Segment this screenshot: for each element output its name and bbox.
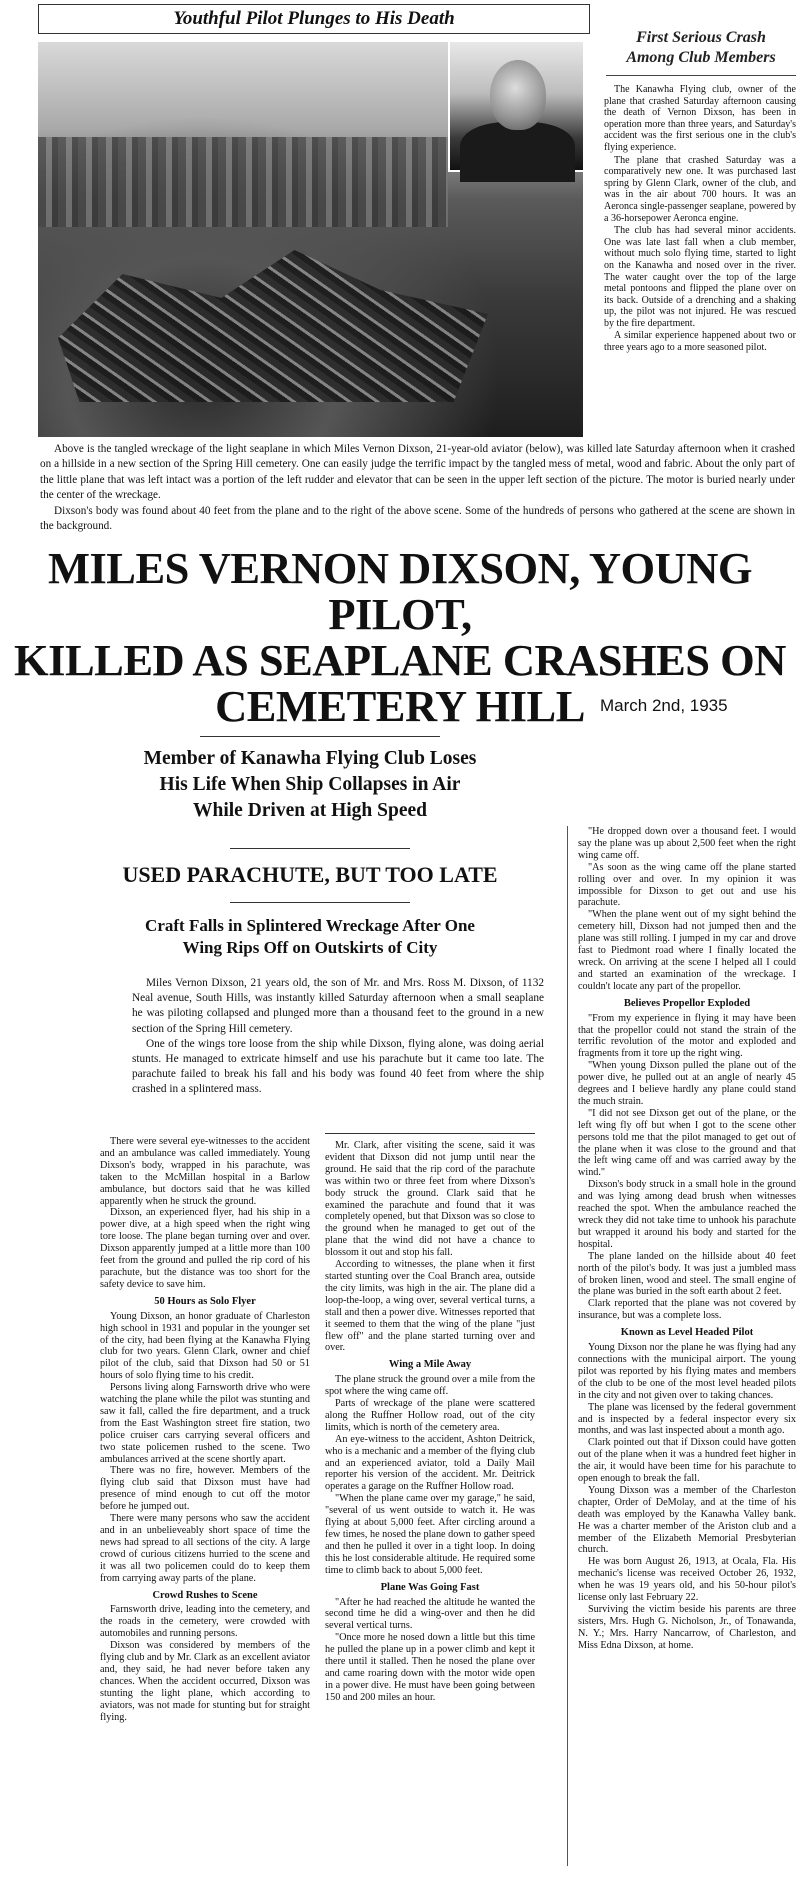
paragraph: Clark pointed out that if Dixson could have gotten out of the plane when it was a hundred feet higher in the air, it would have been time for his parachute to open enough to break the fall. — [578, 1437, 796, 1485]
paragraph: "From my experience in flying it may have been that the propellor could not stand the strain of the terrific revolution of the motor and exploded and fragments from it tore up the right wing. — [578, 1012, 796, 1060]
deck-rule — [230, 848, 410, 849]
wreckage-image — [58, 242, 488, 402]
paragraph: "When young Dixson pulled the plane out of the power dive, he pulled out at an angle of nearly 45 degrees and I believe hardly any plane could stand the much strain. — [578, 1060, 796, 1107]
lead-paragraph: Miles Vernon Dixson, 21 years old, the son of Mr. and Mrs. Ross M. Dixson, of 1132 Neal avenue, South Hills, was instantly killed Saturday afternoon when a small seaplane he was piloting collapsed and plunged more than a thousand feet to the ground in a new section of the Spring Hill cemetery. — [132, 977, 544, 1035]
pilot-portrait — [448, 42, 583, 172]
deck-rule — [200, 736, 440, 737]
paragraph: Farnsworth drive, leading into the cemetery, and the roads in the cemetery, were crowded with automobiles and running persons. — [100, 1604, 310, 1640]
paragraph: There were many persons who saw the accident and in an unbelieveably short space of time the news had spread to all sections of the city. A large crowd of curious citizens hurried to the scene and it was all two policemen could do to keep them from carrying away parts of the plane. — [100, 1513, 310, 1584]
paragraph: An eye-witness to the accident, Ashton Deitrick, who is a mechanic and a member of the flying club and an experienced aviator, told a Daily Mail reporter his version of the accident. Mr. Deitrick operates a garage on the Ruffner Hollow road. — [325, 1433, 535, 1493]
main-headline: MILES VERNON DIXSON, YOUNG PILOT, KILLED AS SEAPLANE CRASHES ON CEMETERY HILL — [14, 543, 786, 731]
portrait-body — [460, 122, 575, 182]
paragraph: "I did not see Dixson get out of the plane, or the left wing fly off but when I got to the scene other persons told me that the pilot managed to get out of the plane when it was close to the ground and that the left wing came off and was carried away by the wind." — [578, 1107, 796, 1179]
dateline: March 2nd, 1935 — [600, 696, 728, 715]
paragraph: "When the plane went out of my sight behind the cemetery hill, Dixson had not jumped then and the plane was still rolling. I jumped in my car and drove fast to Piedmont road where I finally located the wreck. On arriving at the scene I helped all I could and started an examination of the wreckage. I couldn't locate any part of the propellor. — [578, 909, 796, 992]
lead-paragraph: One of the wings tore loose from the ship while Dixson, flying alone, was doing aerial stunts. He managed to extricate himself and use his parachute but it came too late. The parachute failed to break his fall and his body was found 40 feet from where the ship crashed in a splintered mass. — [132, 1037, 544, 1096]
paragraph: Young Dixson was a member of the Charleston chapter, Order of DeMolay, and at the time of his death was employed by the Kanawha Valley bank. He was a charter member of the Ariston club and a member of the Elizabeth Memorial Presbyterian church. — [578, 1484, 796, 1556]
side-story-body — [604, 84, 796, 355]
caption-paragraph: Above is the tangled wreckage of the light seaplane in which Miles Vernon Dixson, 21-year-old aviator (below), was killed late Saturday afternoon when it crashed on a hillside in a new section of the Spring Hill cemetery. One can easily judge the terrific impact by the tangled mess of metal, wood and fabric. About the only part of the little plane that was left intact was a portion of the left rudder and elevator that can be seen in the upper left section of the picture. The motor is buried nearly under the center of the wreckage. — [40, 443, 795, 502]
paragraph: Surviving the victim beside his parents are three sisters, Mrs. Hugh G. Nicholson, Jr., of Tonawanda, N. Y.; Mrs. Harry Nancarrow, of Charleston, and Miss Edna Dixson, at home. — [578, 1604, 796, 1651]
paragraph: Dixson's body struck in a small hole in the ground and was lying among dead brush when witnesses reached the spot. When the ambulance reached the wreck they did not take time to unhook his parachute but wrapped it around his body and started for the hospital. — [578, 1179, 796, 1250]
paragraph: "As soon as the wing came off the plane started rolling over and over. In my opinion it was impossible for Dixson to get out and use his parachute. — [578, 861, 796, 909]
paragraph: The plane landed on the hillside about 40 feet north of the pilot's body. It was just a jumbled mass of broken linen, wood and steel. The small engine of the plane was buried in the soft earth about 2 feet. — [578, 1250, 796, 1298]
paragraph: Dixson, an experienced flyer, had his ship in a power dive, at a high speed when the right wing tore loose. The plane began turning over and over. Dixson apparently jumped at a little more than 100 feet from the ground and pulled the rip cord of his parachute, but the distance was too short for the safety device to save him. — [100, 1207, 310, 1290]
photo-caption — [40, 442, 795, 534]
wreckage-photo — [38, 42, 583, 437]
side-story-rule — [606, 75, 796, 76]
paragraph: Young Dixson, an honor graduate of Charleston high school in 1931 and popular in the younger set of the city, had been flying at the Kanawha Flying club for two years. Glenn Clark, owner and chief pilot of the club, said that Dixson had 50 or 51 hours of solo flying time to his credit. — [100, 1310, 310, 1382]
deck-rule — [230, 902, 410, 903]
subhead: Wing a Mile Away — [388, 1359, 472, 1371]
paragraph: The plane that crashed Saturday was a comparatively new one. It was purchased last spring by Glenn Clark, owner of the club, and was in the air about 700 hours. It was an Aeronca single-passenger seaplane, powered by a 36-horsepower Aeronca engine. — [604, 154, 796, 224]
subhead: Known as Level Headed Pilot — [620, 1327, 754, 1339]
paragraph: The Kanawha Flying club, owner of the plane that crashed Saturday afternoon causing the death of Vernon Dixson, has been in operation more than three years, and Saturday's accident was the first serious one in the club's flying experience. — [604, 84, 796, 153]
deck-two: USED PARACHUTE, BUT TOO LATE — [122, 862, 498, 887]
column-rule — [325, 1133, 535, 1134]
paragraph: Parts of wreckage of the plane were scattered along the Ruffner Hollow road, out of the city limits, which is north of the cemetery area. — [325, 1398, 535, 1433]
paragraph: Young Dixson nor the plane he was flying had any connections with the municipal airport. The young pilot was reported by his flying mates and members of the club to be one of the most level headed pilots in the city and not given over to taking chances. — [578, 1342, 796, 1401]
subhead: Crowd Rushes to Scene — [152, 1589, 258, 1601]
paragraph: There was no fire, however. Members of the flying club said that Dixson must have had presence of mind enough to cut off the motor before he jumped out. — [100, 1465, 310, 1513]
paragraph: There were several eye-witnesses to the accident and an ambulance was called immediately. Young Dixson's body, wrapped in his parachute, was taken to the McMillan hospital in a Barlow ambulance, but doctors said that he was killed apparently when he struck the ground. — [100, 1136, 310, 1207]
deck-one: Member of Kanawha Flying Club Loses His Life When Ship Collapses in Air While Driven at High Speed — [143, 748, 477, 821]
side-story-title: First Serious Crash Among Club Members — [626, 29, 776, 66]
lead-paragraphs — [132, 976, 544, 1098]
paragraph: According to witnesses, the plane when it first started stunting over the Coal Branch area, outside the city limits, was high in the air. The plane did a loop-the-loop, a wing over, several vertical turns, a stall and then a power dive. Witnesses reported that it seemed to them that the wing of the plane "just flew off" and the plane started turning over and over. — [325, 1259, 535, 1354]
paragraph: "He dropped down over a thousand feet. I would say the plane was up about 2,500 feet when the right wing came off. — [578, 826, 796, 861]
photo-banner — [38, 4, 590, 34]
paragraph: Persons living along Farnsworth drive who were watching the plane while the pilot was stunting and saw it fall, called the fire department, and a truck from the East Washington street fire station, two police cruiser cars carrying several officers and two state policemen rushed to the scene. Two ambulances arrived at the scene shortly apart. — [100, 1382, 310, 1465]
paragraph: He was born August 26, 1913, at Ocala, Fla. His mechanic's license was received October 26, 1932, when he was 19 years old, and his 50-hour pilot's license only last February 22. — [578, 1556, 796, 1604]
paragraph: "Once more he nosed down a little but this time he pulled the plane up in a power climb and kept it there until it stalled. Then he nosed the plane over and came roaring down with the motor wide open in a power dive. He must have been going between 150 and 200 miles an hour. — [325, 1632, 535, 1703]
paragraph: The club has had several minor accidents. One was late last fall when a club member, without much solo flying time, started to light on the Kanawha and nosed over in the river. The water caught over the top of the large metal pontoons and flipped the plane over on its back. Outside of a drenching and a shaking up, the pilot was not injured. He was rescued by the fire department. — [604, 225, 796, 329]
paragraph: Clark reported that the plane was not covered by insurance, but was a complete loss. — [578, 1298, 796, 1322]
paragraph: The plane struck the ground over a mile from the spot where the wing came off. — [325, 1374, 536, 1398]
portrait-head — [490, 60, 546, 130]
paragraph: "When the plane came over my garage," he said, "several of us went outside to watch it. He was flying at about 5,000 feet. After circling around a few times, he nosed the plane down to gather speed and then he pulled it over in a tight loop. In doing this he lost considerable altitude. He required some time to climb back to about 5,000 feet. — [325, 1493, 535, 1576]
paragraph: A similar experience happened about two or three years ago to a more seasoned pilot. — [604, 330, 796, 354]
article-column-3 — [578, 826, 796, 1652]
banner-title: Youthful Pilot Plunges to His Death — [173, 8, 455, 29]
subhead: Believes Propellor Exploded — [623, 997, 751, 1009]
deck-three: Craft Falls in Splintered Wreckage After One Wing Rips Off on Outskirts of City — [145, 916, 475, 957]
paragraph: The plane was licensed by the federal government and is inspected by a federal inspector every six months, and was last inspected about a month ago. — [578, 1401, 796, 1437]
paragraph: Dixson was considered by members of the flying club and by Mr. Clark as an excellent aviator and, they said, he had never before taken any chances. When the accident occurred, Dixson was stunting the light plane, which according to aviators, was not made for stunting but for straight flying. — [100, 1640, 310, 1723]
subhead: Plane Was Going Fast — [380, 1581, 480, 1593]
caption-paragraph: Dixson's body was found about 40 feet from the plane and to the right of the above scene. Some of the hundreds of persons who gathered at the scene are shown in the background. — [40, 504, 795, 533]
article-column-1 — [100, 1136, 310, 1724]
article-column-2 — [325, 1140, 535, 1704]
paragraph: Mr. Clark, after visiting the scene, said it was evident that Dixson did not jump until near the ground. He said that the rip cord of the parachute was within two or three feet from where Dixson's body struck the ground. Clark said that he examined the parachute and found that it was completely opened, but that Dixson was so close to the ground when he managed to get out of the plane that the wind did not have a chance to blossom it out and stop his fall. — [325, 1140, 535, 1259]
column-divider — [567, 826, 568, 1866]
subhead: 50 Hours as Solo Flyer — [154, 1295, 256, 1307]
paragraph: "After he had reached the altitude he wanted the second time he did a wing-over and then he did several vertical turns. — [325, 1596, 535, 1632]
crowd-image — [38, 137, 448, 227]
